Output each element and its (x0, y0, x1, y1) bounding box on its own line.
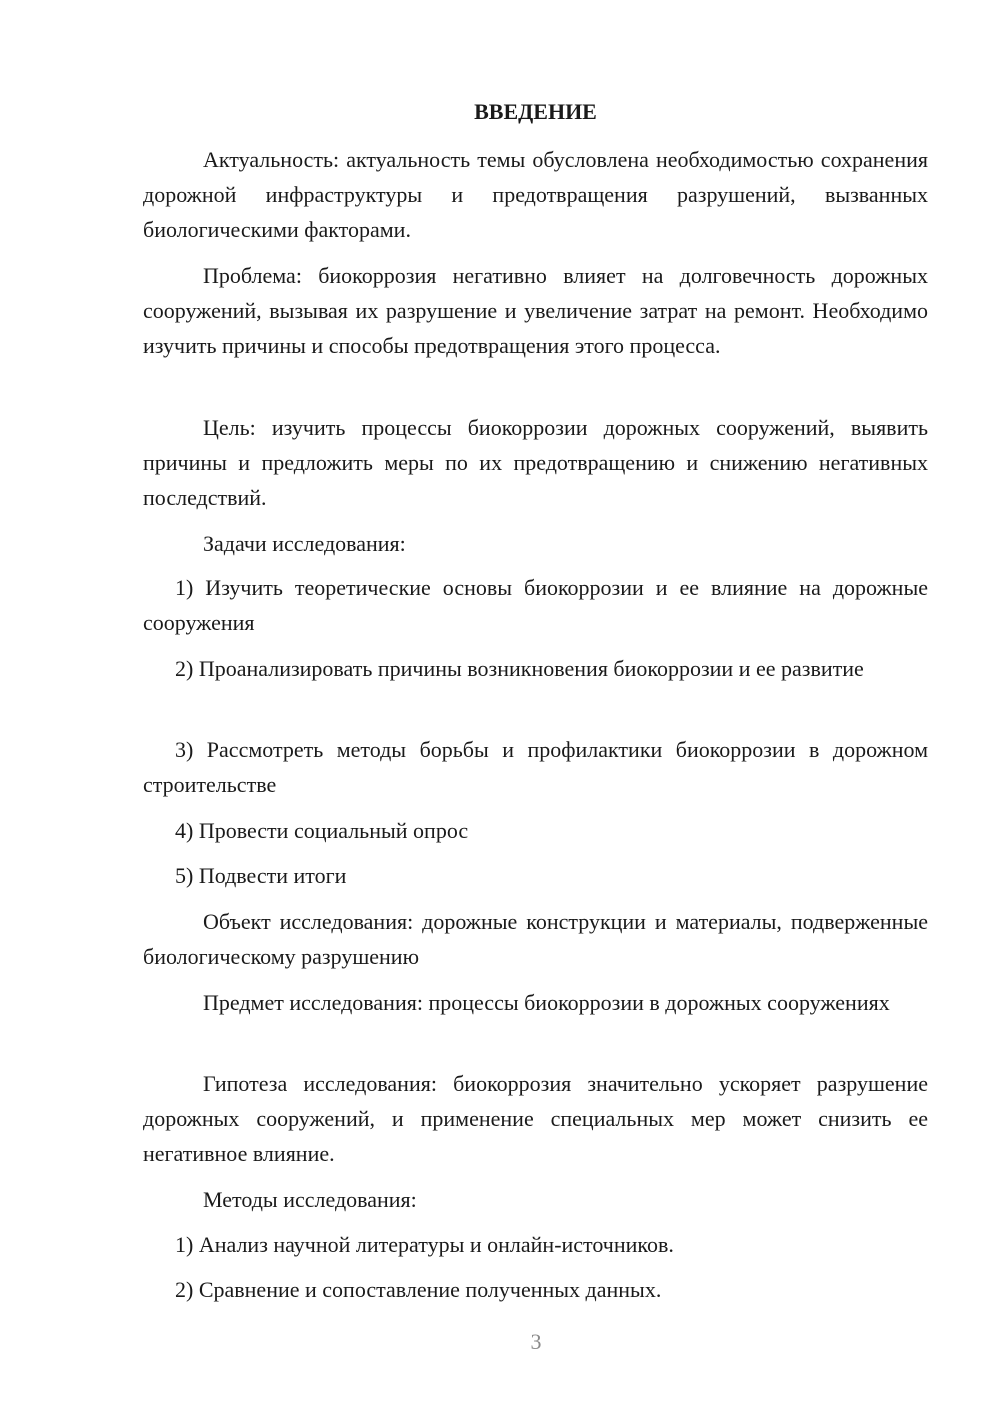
goal-paragraph: Цель: изучить процессы биокоррозии дорожных сооружений, выявить причины и предложить меры по их предотвращению и снижению негативных последствий. (143, 415, 928, 510)
task-list-item: 5) Подвести итоги (175, 863, 347, 888)
subject-paragraph: Предмет исследования: процессы биокоррозии в дорожных сооружениях (203, 990, 890, 1015)
methods-heading: Методы исследования: (203, 1187, 417, 1212)
object-paragraph: Объект исследования: дорожные конструкции и материалы, подверженные биологическому разрушению (143, 909, 928, 969)
tasks-heading: Задачи исследования: (203, 531, 406, 556)
relevance-paragraph: Актуальность: актуальность темы обусловлена необходимостью сохранения дорожной инфраструктуры и предотвращения разрушений, вызванных биологическими факторами. (143, 147, 928, 242)
page-number: 3 (530, 1329, 542, 1354)
page-title: ВВЕДЕНИЕ (474, 99, 597, 124)
task-list-item: 2) Проанализировать причины возникновения биокоррозии и ее развитие (175, 656, 864, 681)
hypothesis-paragraph: Гипотеза исследования: биокоррозия значительно ускоряет разрушение дорожных сооружений, и применение специальных мер может снизить ее негативное влияние. (143, 1071, 928, 1166)
task-list-item: 4) Провести социальный опрос (175, 818, 469, 843)
task-list-item: 3) Рассмотреть методы борьбы и профилактики биокоррозии в дорожном строительстве (143, 737, 928, 797)
task-list-item: 1) Изучить теоретические основы биокоррозии и ее влияние на дорожные сооружения (143, 575, 928, 635)
problem-paragraph: Проблема: биокоррозия негативно влияет на долговечность дорожных сооружений, вызывая их разрушение и увеличение затрат на ремонт. Необходимо изучить причины и способы предотвращения этого процесса. (143, 263, 928, 358)
method-list-item: 1) Анализ научной литературы и онлайн-источников. (175, 1232, 674, 1257)
method-list-item: 2) Сравнение и сопоставление полученных данных. (175, 1277, 662, 1302)
